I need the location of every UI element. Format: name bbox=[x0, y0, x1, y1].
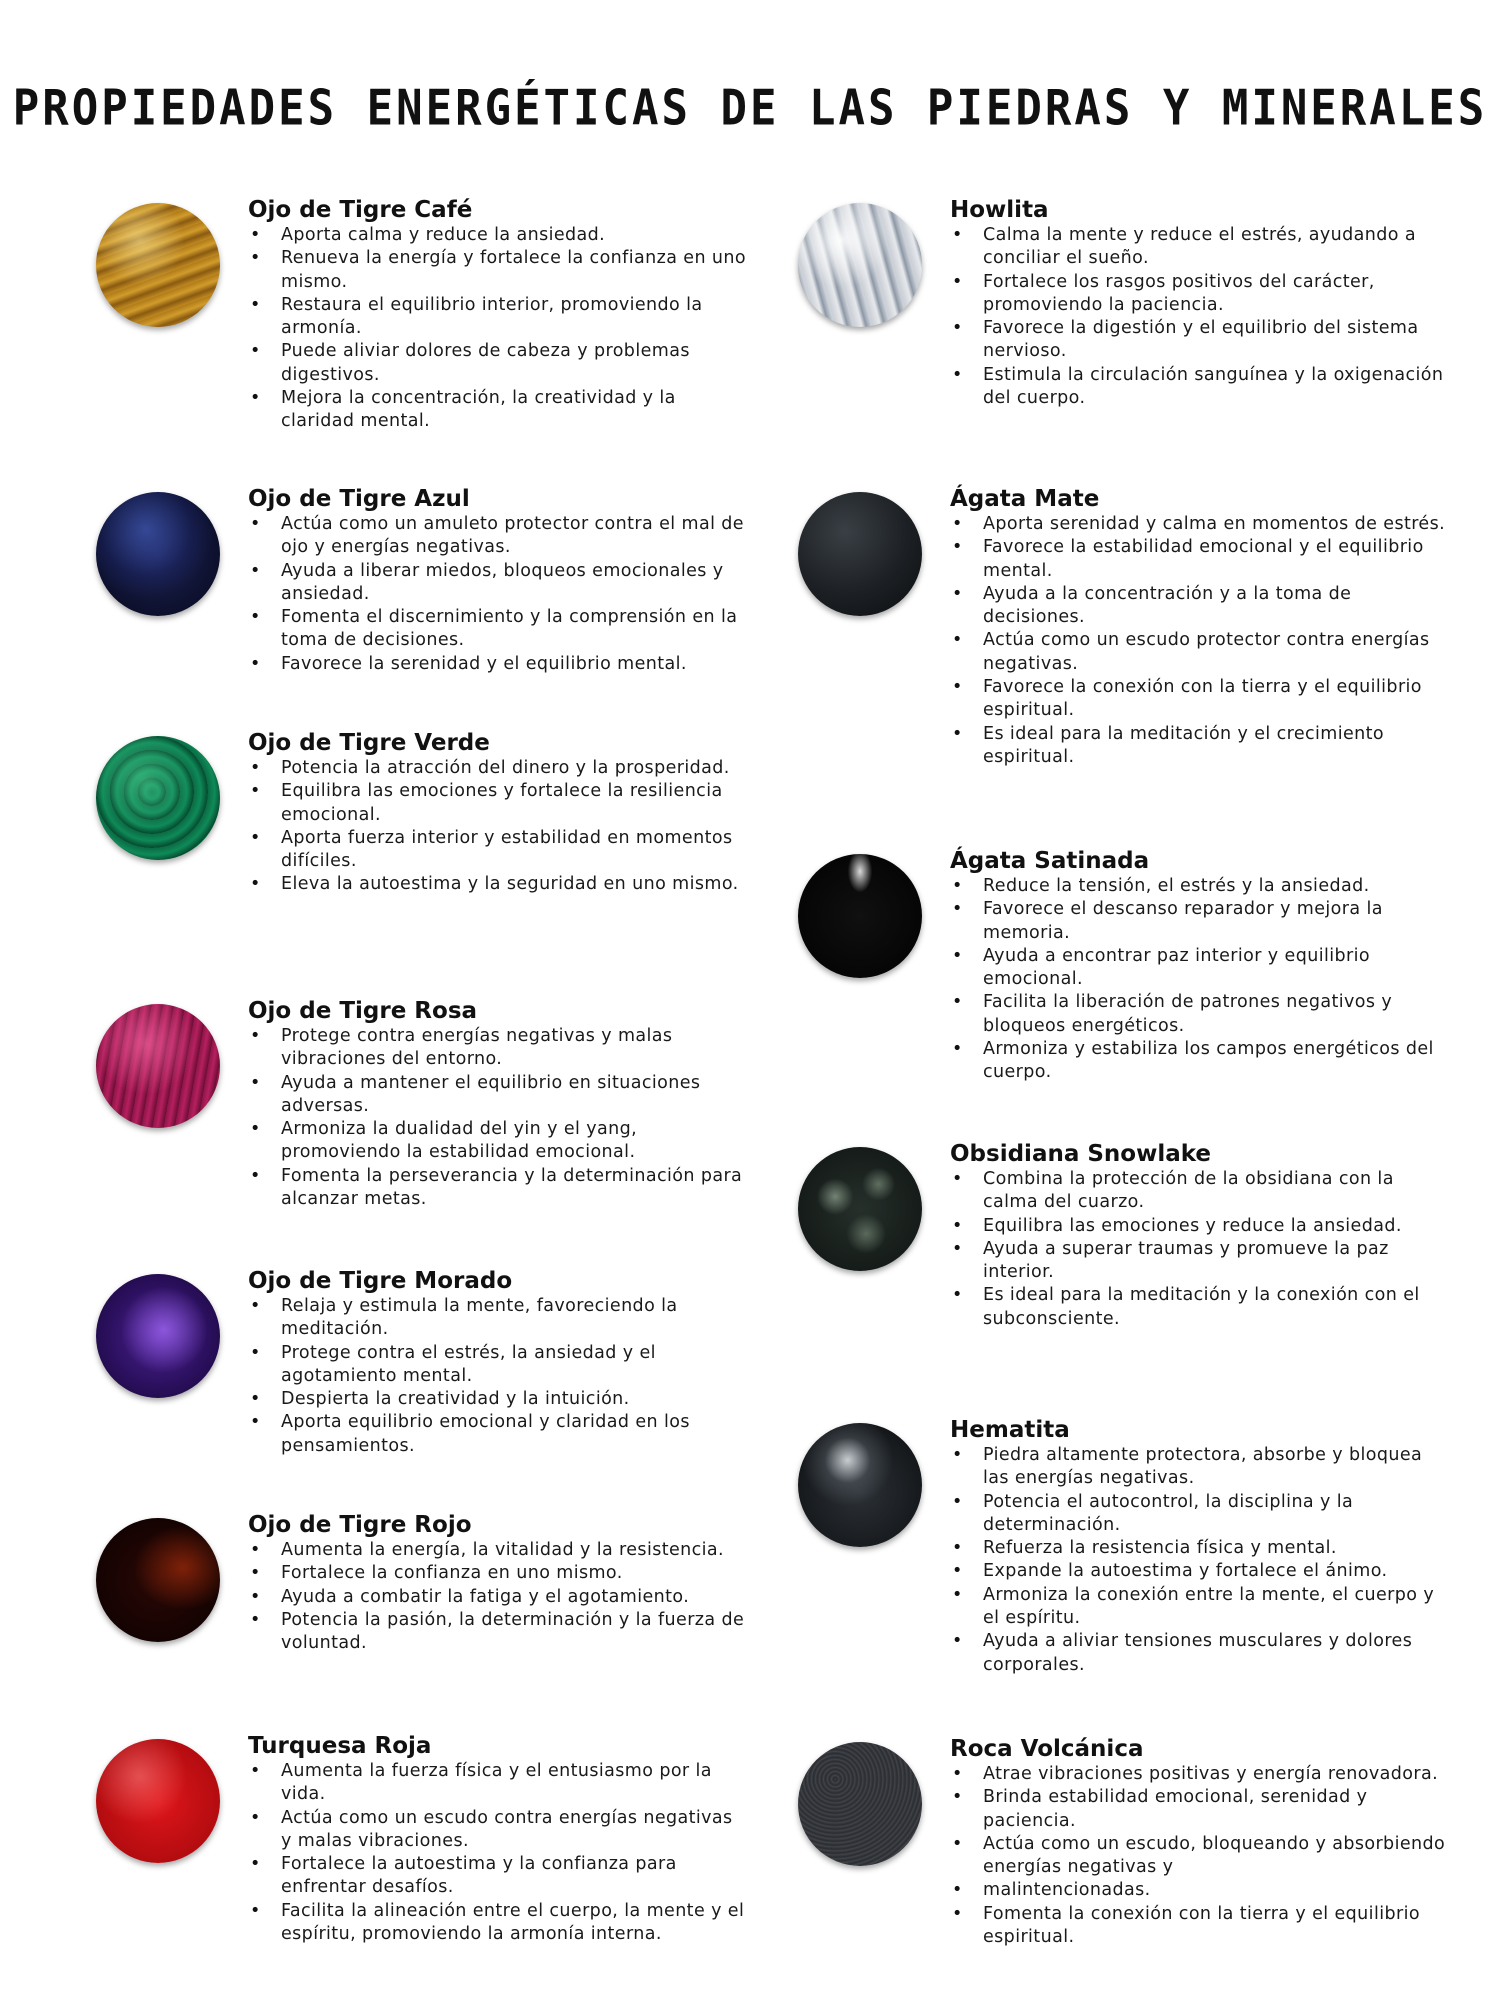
list-item: • Expande la autoestima y fortalece el ánimo. bbox=[950, 1560, 1450, 1583]
red-turquoise-sphere-icon bbox=[96, 1739, 220, 1863]
stone-name: Hematita bbox=[950, 1417, 1070, 1443]
list-item: • Aumenta la fuerza física y el entusiasmo por la vida. bbox=[248, 1760, 748, 1807]
list-item: • Facilita la alineación entre el cuerpo, la mente y el espíritu, promoviendo la armonía interna. bbox=[248, 1900, 748, 1947]
list-item: • Ayuda a mantener el equilibrio en situaciones adversas. bbox=[248, 1072, 748, 1119]
properties-list bbox=[950, 1444, 1450, 1677]
list-item: • Armoniza la dualidad del yin y el yang, promoviendo la estabilidad emocional. bbox=[248, 1118, 748, 1165]
list-item: • Favorece la serenidad y el equilibrio mental. bbox=[248, 653, 748, 676]
list-item: • Favorece el descanso reparador y mejora la memoria. bbox=[950, 898, 1450, 945]
list-item: • Fomenta la perseverancia y la determinación para alcanzar metas. bbox=[248, 1165, 748, 1212]
list-item: • Despierta la creatividad y la intuición. bbox=[248, 1388, 748, 1411]
stone-name: Howlita bbox=[950, 197, 1049, 223]
list-item: • Combina la protección de la obsidiana con la calma del cuarzo. bbox=[950, 1168, 1450, 1215]
stone-name: Roca Volcánica bbox=[950, 1736, 1144, 1762]
list-item: • Estimula la circulación sanguínea y la oxigenación del cuerpo. bbox=[950, 364, 1450, 411]
list-item: • Calma la mente y reduce el estrés, ayudando a conciliar el sueño. bbox=[950, 224, 1450, 271]
list-item: • Ayuda a liberar miedos, bloqueos emocionales y ansiedad. bbox=[248, 560, 748, 607]
stone-name: Ágata Mate bbox=[950, 486, 1100, 512]
list-item: • Aporta equilibrio emocional y claridad en los pensamientos. bbox=[248, 1411, 748, 1458]
list-item: • Equilibra las emociones y reduce la ansiedad. bbox=[950, 1215, 1450, 1238]
list-item: • Favorece la digestión y el equilibrio del sistema nervioso. bbox=[950, 317, 1450, 364]
list-item: • Armoniza la conexión entre la mente, el cuerpo y el espíritu. bbox=[950, 1584, 1450, 1631]
list-item: • Es ideal para la meditación y el crecimiento espiritual. bbox=[950, 723, 1450, 770]
list-item: • Fortalece la autoestima y la confianza para enfrentar desafíos. bbox=[248, 1853, 748, 1900]
list-item: • Ayuda a superar traumas y promueve la paz interior. bbox=[950, 1238, 1450, 1285]
tiger-eye-red-sphere-icon bbox=[96, 1518, 220, 1642]
properties-list bbox=[248, 224, 748, 434]
list-item: • Aporta calma y reduce la ansiedad. bbox=[248, 224, 748, 247]
list-item: • Fomenta la conexión con la tierra y el equilibrio espiritual. bbox=[950, 1903, 1450, 1950]
matte-agate-sphere-icon bbox=[798, 492, 922, 616]
list-item: • Potencia la pasión, la determinación y la fuerza de voluntad. bbox=[248, 1609, 748, 1656]
page-title: PROPIEDADES ENERGÉTICAS DE LAS PIEDRAS Y MINERALES bbox=[12, 80, 1488, 138]
list-item: • Mejora la concentración, la creatividad y la claridad mental. bbox=[248, 387, 748, 434]
list-item: • Potencia la atracción del dinero y la prosperidad. bbox=[248, 757, 748, 780]
list-item: • Brinda estabilidad emocional, serenidad y paciencia. bbox=[950, 1786, 1450, 1833]
list-item: • Actúa como un escudo protector contra energías negativas. bbox=[950, 629, 1450, 676]
list-item: • Potencia el autocontrol, la disciplina y la determinación. bbox=[950, 1491, 1450, 1538]
list-item: • Aumenta la energía, la vitalidad y la resistencia. bbox=[248, 1539, 748, 1562]
satin-agate-sphere-icon bbox=[798, 854, 922, 978]
list-item: • Facilita la liberación de patrones negativos y bloqueos energéticos. bbox=[950, 991, 1450, 1038]
stone-name: Ojo de Tigre Rosa bbox=[248, 998, 478, 1024]
list-item: • Ayuda a aliviar tensiones musculares y dolores corporales. bbox=[950, 1630, 1450, 1677]
list-item: • Favorece la estabilidad emocional y el equilibrio mental. bbox=[950, 536, 1450, 583]
list-item: • Aporta fuerza interior y estabilidad en momentos difíciles. bbox=[248, 827, 748, 874]
list-item: • Actúa como un escudo contra energías negativas y malas vibraciones. bbox=[248, 1807, 748, 1854]
snowflake-obsidian-sphere-icon bbox=[798, 1147, 922, 1271]
tiger-eye-green-sphere-icon bbox=[96, 736, 220, 860]
list-item: • Ayuda a combatir la fatiga y el agotamiento. bbox=[248, 1586, 748, 1609]
list-item: • Es ideal para la meditación y la conexión con el subconsciente. bbox=[950, 1284, 1450, 1331]
list-item: • Atrae vibraciones positivas y energía renovadora. bbox=[950, 1763, 1450, 1786]
properties-list bbox=[950, 1763, 1450, 1949]
list-item: • Armoniza y estabiliza los campos energéticos del cuerpo. bbox=[950, 1038, 1450, 1085]
list-item: • Ayuda a la concentración y a la toma de decisiones. bbox=[950, 583, 1450, 630]
properties-list bbox=[950, 224, 1450, 410]
properties-list bbox=[248, 1295, 748, 1458]
list-item: • Eleva la autoestima y la seguridad en uno mismo. bbox=[248, 873, 748, 896]
list-item: • malintencionadas. bbox=[950, 1879, 1450, 1902]
tiger-eye-pink-sphere-icon bbox=[96, 1004, 220, 1128]
stone-name: Ojo de Tigre Azul bbox=[248, 486, 470, 512]
list-item: • Ayuda a encontrar paz interior y equilibrio emocional. bbox=[950, 945, 1450, 992]
properties-list bbox=[950, 875, 1450, 1085]
stone-name: Ágata Satinada bbox=[950, 848, 1150, 874]
properties-list bbox=[248, 1760, 748, 1946]
list-item: • Puede aliviar dolores de cabeza y problemas digestivos. bbox=[248, 340, 748, 387]
hematite-sphere-icon bbox=[798, 1423, 922, 1547]
list-item: • Fortalece la confianza en uno mismo. bbox=[248, 1562, 748, 1585]
stone-name: Ojo de Tigre Verde bbox=[248, 730, 490, 756]
list-item: • Protege contra el estrés, la ansiedad y el agotamiento mental. bbox=[248, 1342, 748, 1389]
list-item: • Reduce la tensión, el estrés y la ansiedad. bbox=[950, 875, 1450, 898]
stone-name: Ojo de Tigre Rojo bbox=[248, 1512, 472, 1538]
howlite-sphere-icon bbox=[798, 203, 922, 327]
list-item: • Fortalece los rasgos positivos del carácter, promoviendo la paciencia. bbox=[950, 271, 1450, 318]
list-item: • Aporta serenidad y calma en momentos de estrés. bbox=[950, 513, 1450, 536]
properties-list bbox=[248, 1539, 748, 1655]
properties-list bbox=[950, 513, 1450, 769]
list-item: • Actúa como un escudo, bloqueando y absorbiendo energías negativas y bbox=[950, 1833, 1450, 1880]
stone-name: Turquesa Roja bbox=[248, 1733, 432, 1759]
lava-rock-sphere-icon bbox=[798, 1742, 922, 1866]
list-item: • Actúa como un amuleto protector contra el mal de ojo y energías negativas. bbox=[248, 513, 748, 560]
properties-list bbox=[950, 1168, 1450, 1331]
list-item: • Fomenta el discernimiento y la comprensión en la toma de decisiones. bbox=[248, 606, 748, 653]
properties-list bbox=[248, 513, 748, 676]
stone-name: Ojo de Tigre Café bbox=[248, 197, 473, 223]
tiger-eye-brown-sphere-icon bbox=[96, 203, 220, 327]
list-item: • Equilibra las emociones y fortalece la resiliencia emocional. bbox=[248, 780, 748, 827]
tiger-eye-blue-sphere-icon bbox=[96, 492, 220, 616]
list-item: • Restaura el equilibrio interior, promoviendo la armonía. bbox=[248, 294, 748, 341]
list-item: • Relaja y estimula la mente, favoreciendo la meditación. bbox=[248, 1295, 748, 1342]
stone-name: Ojo de Tigre Morado bbox=[248, 1268, 513, 1294]
properties-list bbox=[248, 1025, 748, 1211]
list-item: • Favorece la conexión con la tierra y el equilibrio espiritual. bbox=[950, 676, 1450, 723]
stone-name: Obsidiana Snowlake bbox=[950, 1141, 1212, 1167]
list-item: • Renueva la energía y fortalece la confianza en uno mismo. bbox=[248, 247, 748, 294]
list-item: • Piedra altamente protectora, absorbe y bloquea las energías negativas. bbox=[950, 1444, 1450, 1491]
tiger-eye-purple-sphere-icon bbox=[96, 1274, 220, 1398]
list-item: • Refuerza la resistencia física y mental. bbox=[950, 1537, 1450, 1560]
list-item: • Protege contra energías negativas y malas vibraciones del entorno. bbox=[248, 1025, 748, 1072]
properties-list bbox=[248, 757, 748, 897]
